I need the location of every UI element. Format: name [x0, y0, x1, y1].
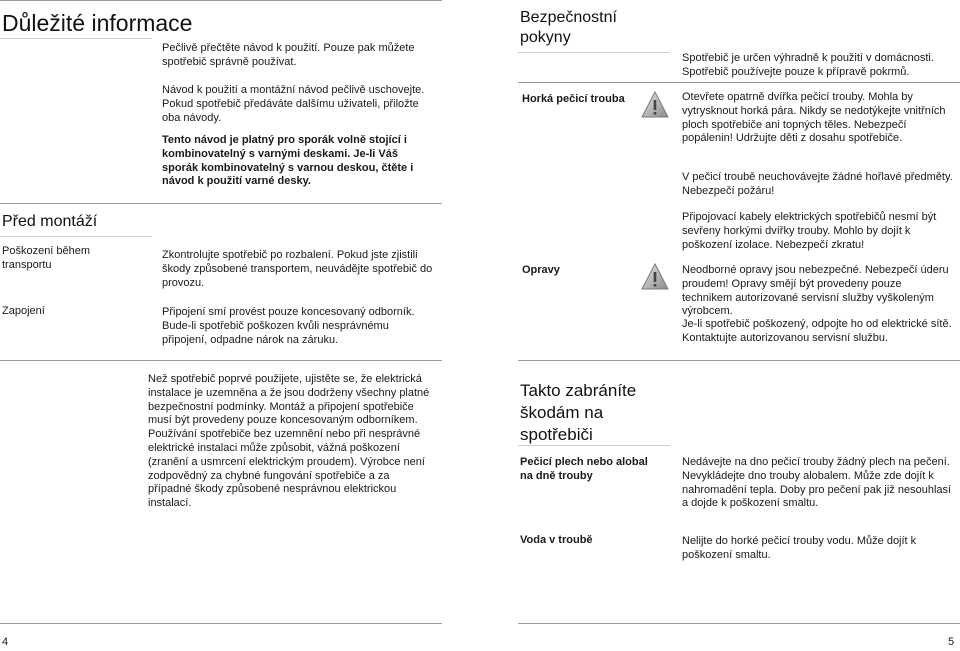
- before-install-rule: [0, 203, 442, 204]
- page-title: Důležité informace: [2, 10, 193, 36]
- connection-text: Připojení smí provést pouze koncesovaný odborník. Bude-li spotřebič poškozen kvůli nesprávnému připojení, odpadne nárok na záruku.: [162, 306, 415, 346]
- warning-triangle-icon: [640, 262, 666, 292]
- damage-prevention-title: Takto zabráníte škodám na spotřebiči: [520, 381, 637, 444]
- section-rule-left: [0, 360, 442, 361]
- hot-oven-text-3: Připojovací kabely elektrických spotřebičů nesmí být sevřeny horkými dvířky trouby. Mohlo by dojít k poškození izolace. Nebezpečí zkratu!: [682, 211, 937, 251]
- warning-triangle-icon: [640, 90, 666, 120]
- top-rule-left: [0, 0, 442, 1]
- damage-label: Poškození během transportu: [2, 245, 91, 271]
- water-text: Nelijte do horké pečicí trouby vodu. Může dojít k poškození smaltu.: [682, 535, 917, 561]
- section-rule-right: [518, 360, 960, 361]
- repairs-label: Opravy: [522, 264, 560, 276]
- hot-oven-text-2: V pečicí troubě neuchovávejte žádné hořlavé předměty. Nebezpečí požáru!: [682, 171, 953, 197]
- validity-note: Tento návod je platný pro sporák volně stojící i kombinovatelný s varnými deskami. Je-li Váš sporák kombinovatelný s varnou deskou, čtěte i návod k použití varné desky.: [162, 134, 414, 188]
- before-install-title: Před montáží: [2, 213, 98, 230]
- keep-instructions-text: Návod k použití a montážní návod pečlivě uschovejte. Pokud spotřebič předáváte dalšímu uživateli, přiložte oba návody.: [162, 84, 425, 124]
- page-number-right: 5: [948, 636, 955, 648]
- connection-label: Zapojení: [2, 305, 45, 317]
- damage-prevention-rule: [518, 445, 670, 446]
- page-number-left: 4: [2, 636, 9, 648]
- before-install-subrule: [0, 236, 152, 237]
- footer-rule-left: [0, 623, 442, 624]
- repairs-text-1: Neodborné opravy jsou nebezpečné. Nebezpečí úderu proudem! Opravy smějí být provedeny pouze technikem autorizované servisní služby vyškoleným výrobcem.: [682, 264, 949, 318]
- baking-tray-label: Pečicí plech nebo alobal na dně trouby: [520, 456, 648, 482]
- hot-oven-text-1: Otevřete opatrně dvířka pečicí trouby. Mohla by vytrysknout horká pára. Nikdy se nedotýkejte vnitřních ploch spotřebiče ani topných těles. Nebezpečí popálenin! Udržujte děti z dosahu spotřebiče.: [682, 91, 946, 145]
- hot-oven-label: Horká pečicí trouba: [522, 93, 625, 105]
- safety-title-rule: [518, 52, 670, 53]
- safety-intro: Spotřebič je určen výhradně k použití v domácnosti. Spotřebič používejte pouze k přípravě pokrmů.: [682, 52, 934, 78]
- water-label: Voda v troubě: [520, 534, 593, 546]
- electrical-safety-text: Než spotřebič poprvé použijete, ujistěte se, že elektrická instalace je uzemněna a že jsou dodrženy všechny platné bezpečnostní podmínky. Montáž a připojení spotřebiče musí být provedeny pouze koncesovaným odborníkem. Používání spotřebiče bez uzemnění nebo při nesprávné elektrické instalaci může způsobit, vážná poškození (zranění a usmrcení elektrickým proudem). Výrobce není zodpovědný za chybné fungování spotřebiče a za případné škody způsobené nesprávnou elektrickou instalací.: [148, 373, 430, 510]
- hot-oven-rule: [518, 82, 960, 83]
- damage-text: Zkontrolujte spotřebič po rozbalení. Pokud jste zjistili škody způsobené transportem, neuvádějte spotřebič do provozu.: [162, 249, 433, 289]
- intro-text: Pečlivě přečtěte návod k použití. Pouze pak můžete spotřebič správně používat.: [162, 42, 415, 68]
- safety-title: Bezpečnostní pokyny: [520, 9, 617, 46]
- footer-rule-right: [518, 623, 960, 624]
- repairs-text-2: Je-li spotřebič poškozený, odpojte ho od elektrické sítě. Kontaktujte autorizovanou servisní službu.: [682, 318, 952, 344]
- baking-tray-text: Nedávejte na dno pečicí trouby žádný plech na pečení. Nevykládejte dno trouby alobalem. Může zde dojít k nahromadění tepla. Doby pro pečení pak již nesouhlasí a dojde k poškození smaltu.: [682, 456, 952, 510]
- title-rule: [0, 38, 152, 39]
